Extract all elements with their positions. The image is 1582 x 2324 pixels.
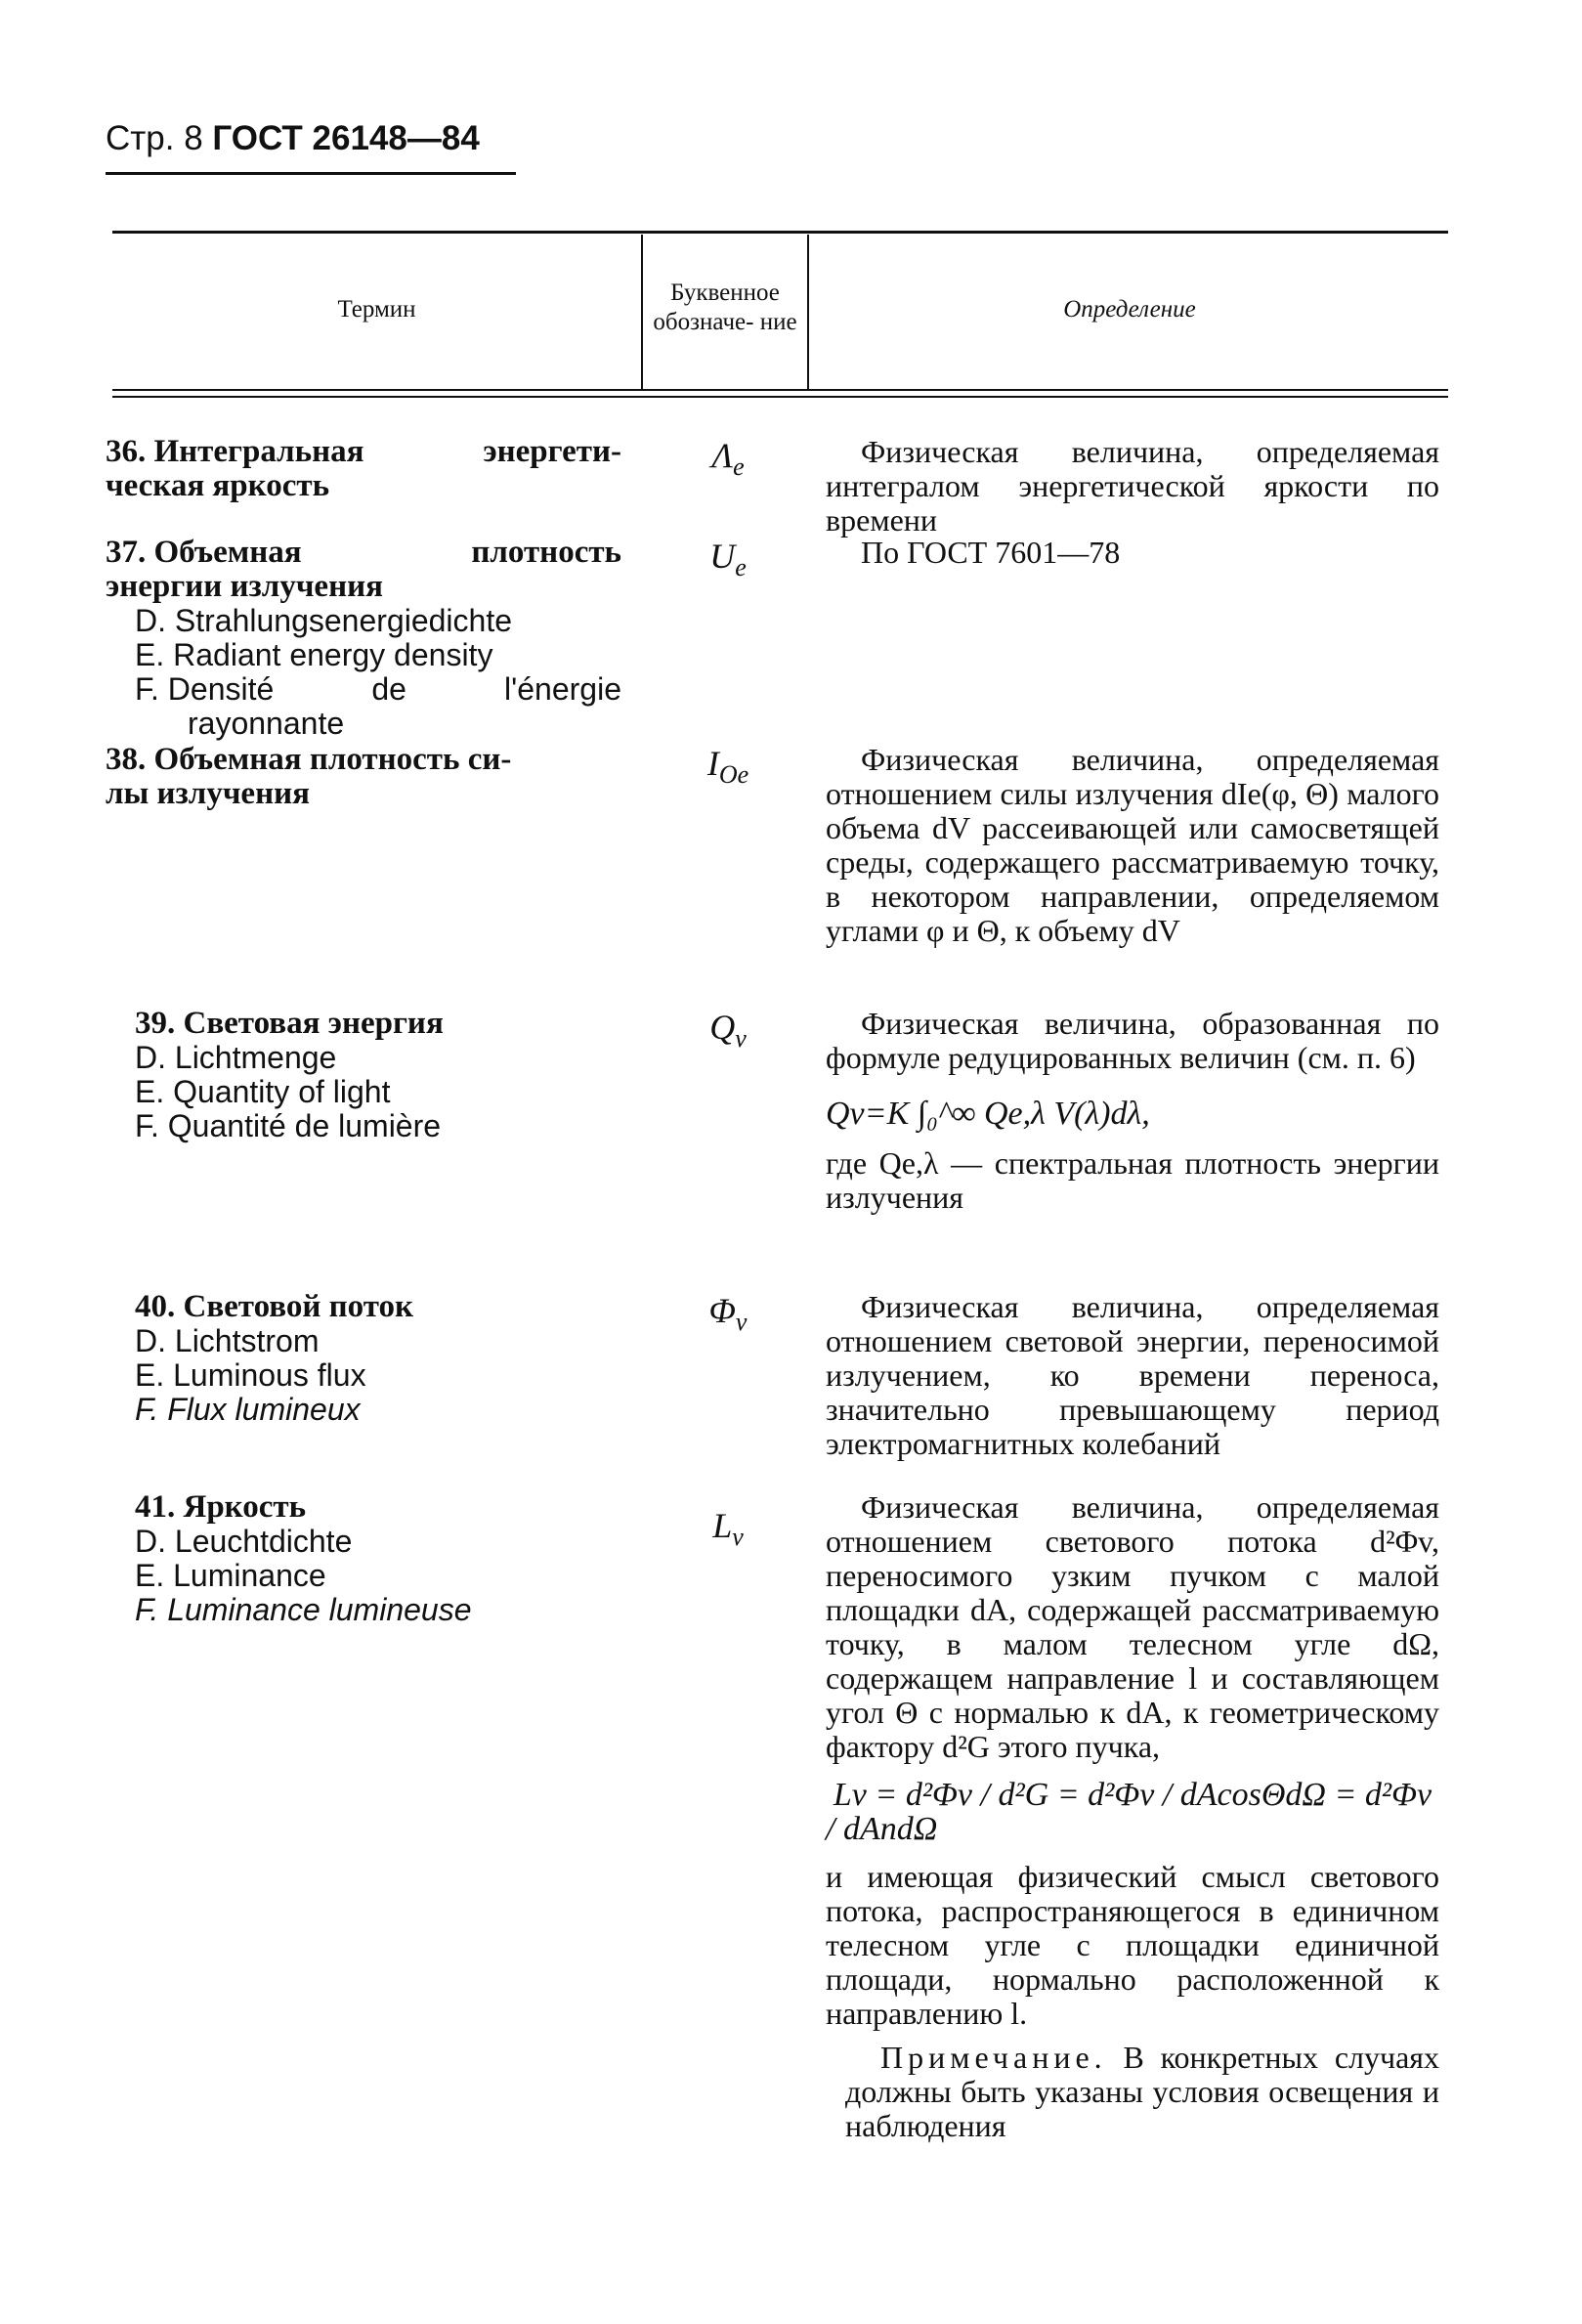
definition-39 (826, 1007, 1439, 1215)
term-39-fr: F. Quantité de lumière (135, 1108, 442, 1143)
definition-38-text: Физическая величина, определяемая отношением силы излучения dIe(φ, Θ) малого объема dV рассеивающей или самосветящей среды, содержащего рассматриваемую точку, в некотором направлении, определяемом углами φ и Θ, к объему dV (826, 742, 1439, 948)
term-37-en: E. Radiant energy density (135, 637, 493, 672)
term-37-fr-a: F. Densité (135, 671, 275, 707)
term-40-fr: F. Flux lumineux (135, 1392, 361, 1427)
term-37 (106, 536, 621, 741)
column-divider-2 (807, 235, 809, 389)
note-label: Примечание. (880, 2040, 1107, 2075)
symbol-41: $L_v$ (712, 1506, 744, 1552)
note-text: В конкретных случаях должны быть указаны условия освещения и наблюдения (845, 2040, 1440, 2143)
term-36 (106, 435, 621, 503)
term-38-title-cont: лы излучения (106, 776, 310, 811)
term-38 (106, 743, 621, 811)
table-top-rule (112, 231, 1448, 234)
term-41 (106, 1490, 621, 1627)
term-36-title: 36. Интегральная (106, 434, 364, 469)
symbol-40: $\Phi_v$ (708, 1291, 748, 1337)
formula-41: Lv = d²Φv / d²G = d²Φv / dAcosΘdΩ = d²Φv / dAndΩ (826, 1777, 1432, 1847)
term-41-en: E. Luminance (135, 1558, 326, 1593)
term-38-title: 38. Объемная плотность си- (106, 742, 512, 777)
term-37-fr (106, 672, 621, 707)
note-41 (826, 2041, 1439, 2143)
symbol-38: $I_{Oe}$ (706, 744, 749, 790)
term-36-title-end: энергети- (483, 434, 621, 469)
definition-36-text: Физическая величина, определяемая интегралом энергетической яркости по времени (826, 434, 1439, 538)
column-header-symbol: Буквенное обозначе- ние (653, 280, 797, 335)
term-40-en: E. Luminous flux (135, 1357, 366, 1393)
definition-41 (826, 1490, 1439, 2143)
definition-40-text: Физическая величина, определяемая отношением световой энергии, переносимой излучением, ко времени переноса, значительно превышающему период электромагнитных колебаний (826, 1289, 1439, 1461)
symbol-39: $Q_v$ (709, 1008, 747, 1054)
definition-37-text: По ГОСТ 7601—78 (861, 535, 1121, 570)
symbol-36: $\Lambda_e$ (711, 436, 745, 482)
column-header-term: Термин (337, 296, 416, 323)
formula-39: Qv=K ∫₀^∞ Qe,λ V(λ)dλ, (826, 1096, 1150, 1132)
formula-39-note: где Qe,λ — спектральная плотность энергии излучения (826, 1145, 1439, 1215)
table-head-rule-1 (112, 389, 1448, 391)
term-37-title-end: плотность (471, 535, 621, 570)
term-41-de: D. Leuchtdichte (135, 1524, 353, 1559)
term-37-title-cont: энергии излучения (106, 569, 383, 604)
table-head-rule-2 (112, 396, 1448, 398)
page-number: Стр. 8 (106, 119, 203, 157)
term-37-fr-cont: rayonnante (188, 706, 345, 741)
term-37-title: 37. Объемная (106, 535, 302, 570)
term-39-en: E. Quantity of light (135, 1074, 391, 1109)
term-41-fr: F. Luminance lumineuse (135, 1592, 472, 1627)
term-40 (106, 1290, 621, 1427)
definition-36 (826, 435, 1439, 538)
definition-40 (826, 1290, 1439, 1461)
standard-number: ГОСТ 26148—84 (212, 119, 480, 157)
header-underline (106, 172, 516, 175)
term-36-title-cont: ческая яркость (106, 468, 330, 503)
term-39 (106, 1007, 621, 1143)
definition-39-text: Физическая величина, образованная по формуле редуцированных величин (см. п. 6) (826, 1006, 1439, 1075)
symbol-37: $U_e$ (709, 537, 747, 582)
term-40-title: 40. Световой поток (135, 1289, 413, 1324)
term-41-title: 41. Яркость (135, 1489, 307, 1525)
page-header (106, 119, 480, 158)
term-37-fr-c: l'énergie (504, 671, 621, 707)
column-header-definition: Определение (1063, 296, 1196, 323)
definition-37 (826, 536, 1439, 570)
term-39-title: 39. Световая энергия (135, 1006, 444, 1041)
term-37-fr-b: de (371, 671, 406, 707)
definition-41-text: Физическая величина, определяемая отношением светового потока d²Φv, переносимого узким пучком с малой площадки dA, содержащей рассматриваемую точку, в малом телесном угле dΩ, содержащем направление l и составляющем угол Θ с нормалью к dA, к геометрическому фактору d²G этого пучка, (826, 1489, 1439, 1764)
term-40-de: D. Lichtstrom (135, 1323, 320, 1358)
term-37-de: D. Strahlungsenergiedichte (135, 603, 513, 638)
definition-41-cont: и имеющая физический смысл светового потока, распространяющегося в единичном телесном угле с площадки единичной площади, нормально расположенной к направлению l. (826, 1859, 1439, 2031)
term-39-de: D. Lichtmenge (135, 1040, 337, 1075)
column-divider-1 (641, 235, 643, 389)
definition-38 (826, 743, 1439, 948)
